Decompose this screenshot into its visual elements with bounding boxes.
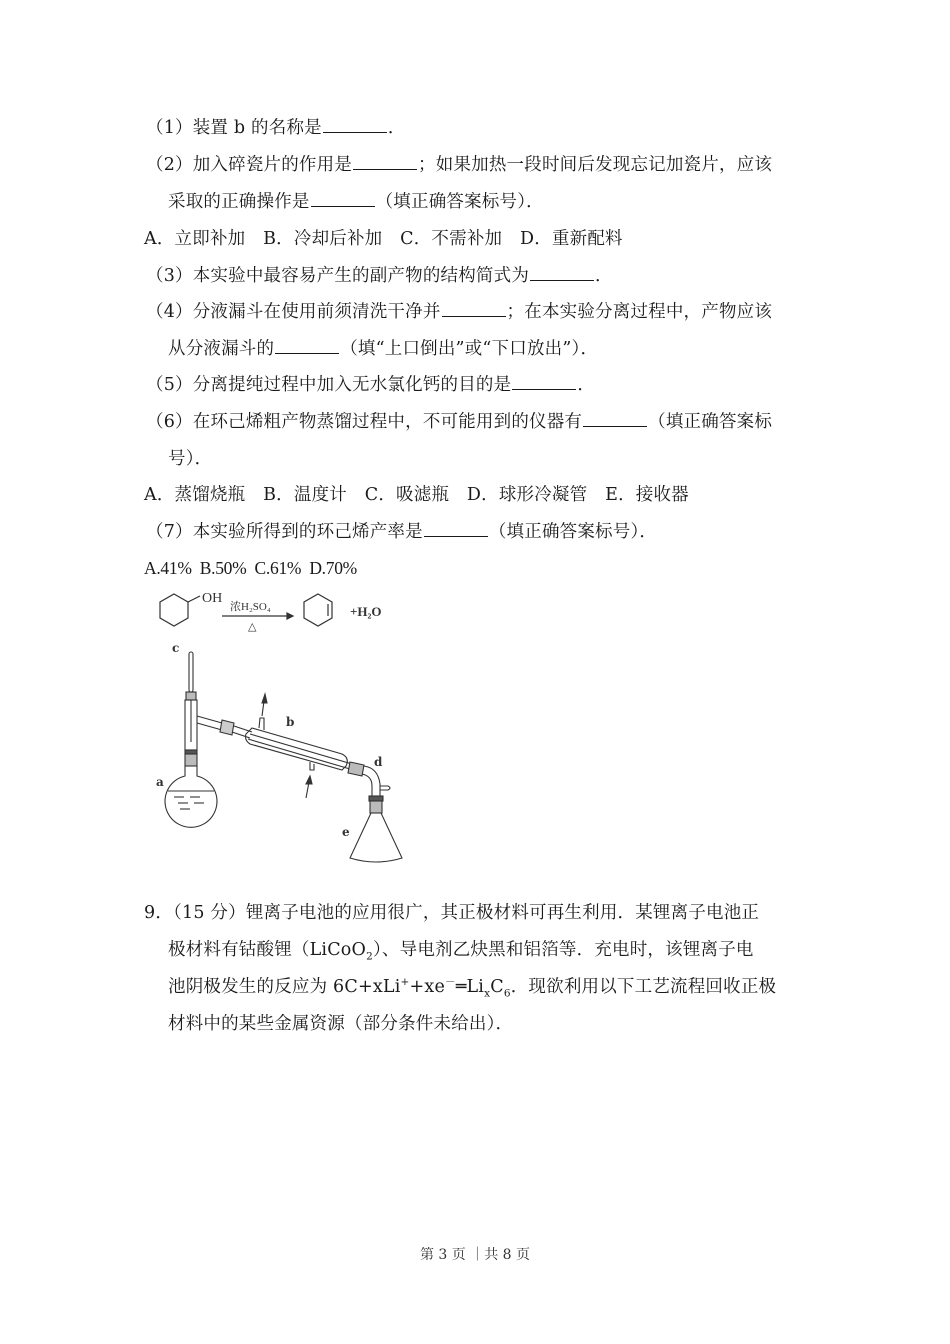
q3-suffix: ． [595,266,613,286]
q9-text-part: +xe [409,977,446,997]
q4-text-line2: 从分液漏斗的 [168,339,275,359]
option-a: A．蒸馏烧瓶 [144,485,246,505]
option-d: D．重新配料 [520,229,623,249]
q7-text: （7）本实验所得到的环己烯产率是 [146,522,423,542]
question-9-line-2 [168,938,754,962]
question-6-line-2 [168,447,212,471]
q2-text-cont: ；如果加热一段时间后发现忘记加瓷片，应该 [418,155,773,175]
option-a: A．立即补加 [144,229,246,249]
option-b: B．温度计 [263,485,347,505]
subscript: 2 [366,950,373,963]
q9-text-part: 池阴极发生的反应为 6C+xLi [168,977,401,997]
water-product-label: +H₂O [350,604,382,619]
q6-text: （6）在环己烯粗产物蒸馏过程中，不可能用到的仪器有 [146,412,583,432]
answer-blank [275,337,339,354]
option-c: C．不需补加 [400,229,503,249]
q5-suffix: ． [577,375,596,395]
question-4-line-1 [146,300,772,324]
cyclohexane-ring-icon [160,594,188,626]
superscript: － [445,976,456,989]
answer-blank [311,190,375,207]
question-7 [146,520,657,544]
option-e: E．接收器 [605,485,689,505]
label-b: b [286,715,295,729]
superscript: + [400,976,410,989]
q1-text: （1）装置 b 的名称是 [146,118,322,138]
option-b: B．冷却后补加 [263,229,383,249]
question-9-line-3 [168,975,776,999]
q6-text-cont: （填正确答案标 [648,412,773,432]
answer-blank [583,410,647,427]
page-footer: 第 3 页 ｜共 8 页 [419,1247,531,1263]
reagent-label: 浓H₂SO₄ [230,601,271,613]
subscript: x [484,987,491,1000]
q9-text-part: 极材料有钴酸锂（LiCoO [168,940,367,960]
q3-text: （3）本实验中最容易产生的副产物的结构简式为 [146,266,530,286]
label-e: e [342,825,350,839]
q4-text: （4）分液漏斗在使用前须清洗干净并 [146,302,441,322]
option-c: C．吸滤瓶 [364,485,450,505]
q9-text-part: ═Li [455,977,485,997]
question-3 [146,264,613,288]
answer-blank [323,116,387,133]
q9-text-part: 材料中的某些金属资源（部分条件未给出）． [168,1014,514,1034]
oh-group-label: OH [202,591,223,606]
question-9-line-4 [168,1012,513,1036]
question-9-line-1 [144,901,759,925]
q2-text-line2: 采取的正确操作是 [168,192,310,212]
q4-suffix: （填“上口倒出”或“下口放出”）． [340,339,599,359]
label-c: c [172,641,180,655]
answer-blank [512,373,576,390]
q9-text-part: C [490,977,504,997]
answer-blank [442,300,506,317]
q1-suffix: ． [387,118,406,138]
reaction-and-apparatus-diagram [152,586,412,871]
option-c: C.61% [254,558,302,578]
question-6-line-1 [146,410,772,434]
q9-text-part: ）、导电剂乙炔黑和铝箔等．充电时，该锂离子电 [372,940,754,960]
q6-text-line2: 号）． [168,449,213,469]
option-d: D.70% [309,558,357,578]
question-5 [146,373,595,397]
answer-blank [353,153,417,170]
answer-blank [424,520,488,537]
label-d: d [374,755,383,769]
q5-text: （5）分离提纯过程中加入无水氯化钙的目的是 [146,375,512,395]
q7-suffix: （填正确答案标号）． [488,522,658,542]
question-4-line-2 [168,337,598,361]
q9-text: 9．（15 分）锂离子电池的应用很广，其正极材料可再生利用．某锂离子电池正 [144,903,760,923]
q9-text-part: ．现欲利用以下工艺流程回收正极 [510,977,777,997]
q2-text: （2）加入碎瓷片的作用是 [146,155,353,175]
question-1 [146,116,406,140]
answer-blank [530,264,594,281]
option-b: B.50% [199,558,247,578]
distillation-apparatus-icon [165,652,402,862]
experiment-figure [152,586,412,875]
option-a: A.41% [144,558,192,578]
question-2-options [144,227,635,251]
option-d: D．球形冷凝管 [466,485,588,505]
label-a: a [156,775,164,789]
q4-text-cont: ；在本实验分离过程中，产物应该 [506,302,773,322]
question-7-options [144,556,357,580]
heat-symbol: △ [248,620,257,633]
q2-suffix: （填正确答案标号）． [375,192,544,212]
question-2-line-1 [146,153,772,177]
subscript: 6 [503,987,511,1000]
question-2-line-2 [168,190,544,214]
question-6-options [144,483,701,507]
